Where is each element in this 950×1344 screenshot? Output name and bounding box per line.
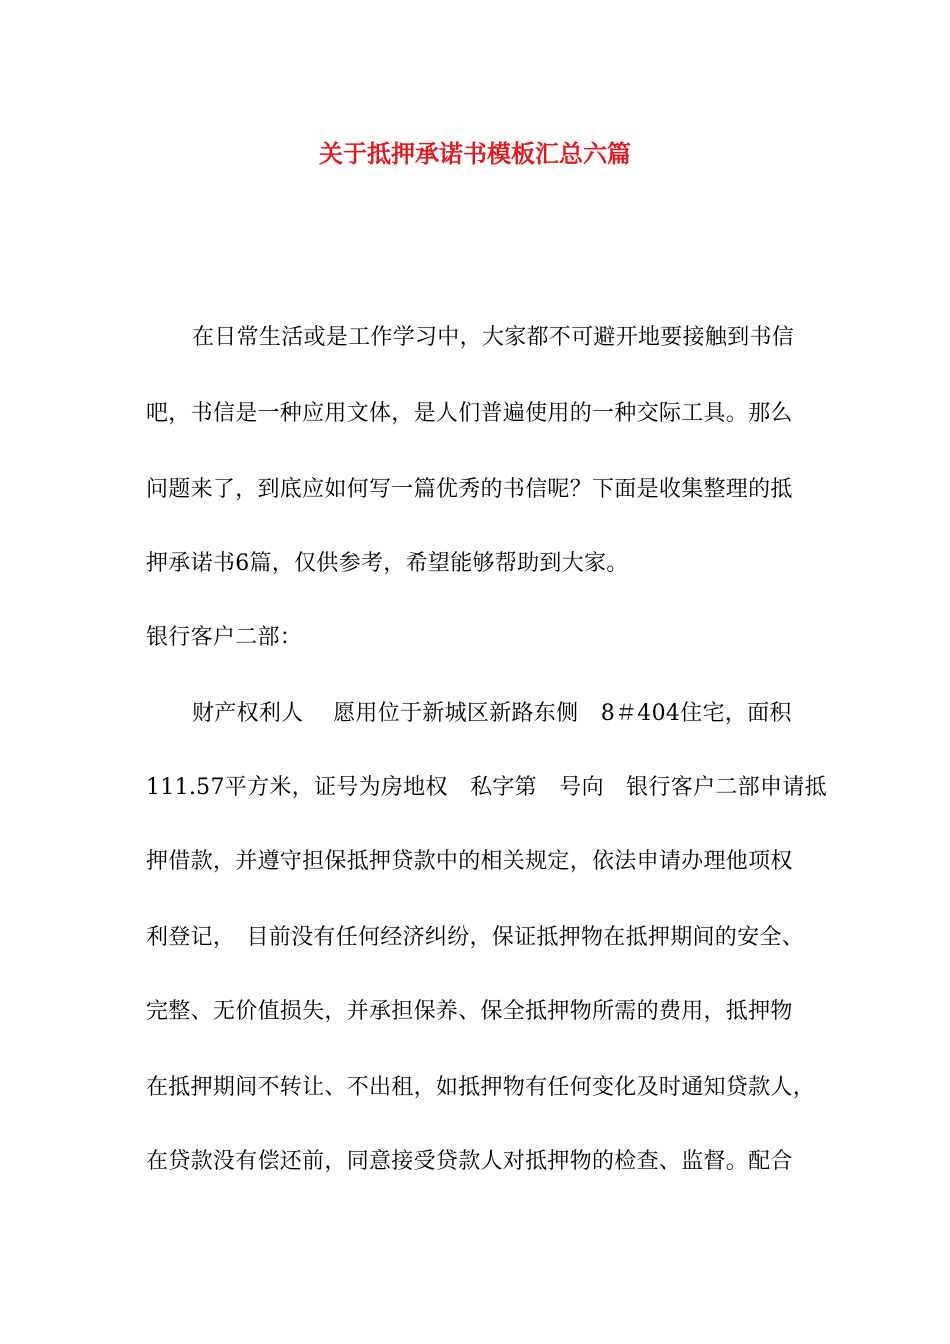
salutation-line: 银行客户二部： <box>146 625 303 650</box>
paragraph-line: 押借款，并遵守担保抵押贷款中的相关规定，依法申请办理他项权 <box>146 849 793 874</box>
paragraph-line: 问题来了，到底应如何写一篇优秀的书信呢？下面是收集整理的抵 <box>146 477 793 502</box>
document-title: 关于抵押承诺书模板汇总六篇 <box>319 140 631 168</box>
paragraph-line: 在日常生活或是工作学习中，大家都不可避开地要接触到书信 <box>192 325 795 350</box>
paragraph-line: 完整、无价值损失，并承担保养、保全抵押物所需的费用，抵押物 <box>146 999 793 1024</box>
paragraph-line: 押承诺书6篇，仅供参考，希望能够帮助到大家。 <box>146 551 629 576</box>
paragraph-line: 吧，书信是一种应用文体，是人们普遍使用的一种交际工具。那么 <box>146 401 793 426</box>
paragraph-line: 财产权利人 愿用位于新城区新路东侧 8＃404住宅，面积 <box>192 701 792 726</box>
paragraph-line: 在抵押期间不转让、不出租，如抵押物有任何变化及时通知贷款人， <box>146 1075 816 1100</box>
paragraph-line: 在贷款没有偿还前，同意接受贷款人对抵押物的检查、监督。配合 <box>146 1149 793 1174</box>
paragraph-line: 利登记， 目前没有任何经济纠纷，保证抵押物在抵押期间的安全、 <box>146 925 805 950</box>
paragraph-line: 111.57平方米，证号为房地权 私字第 号向 银行客户二部申请抵 <box>146 775 827 800</box>
